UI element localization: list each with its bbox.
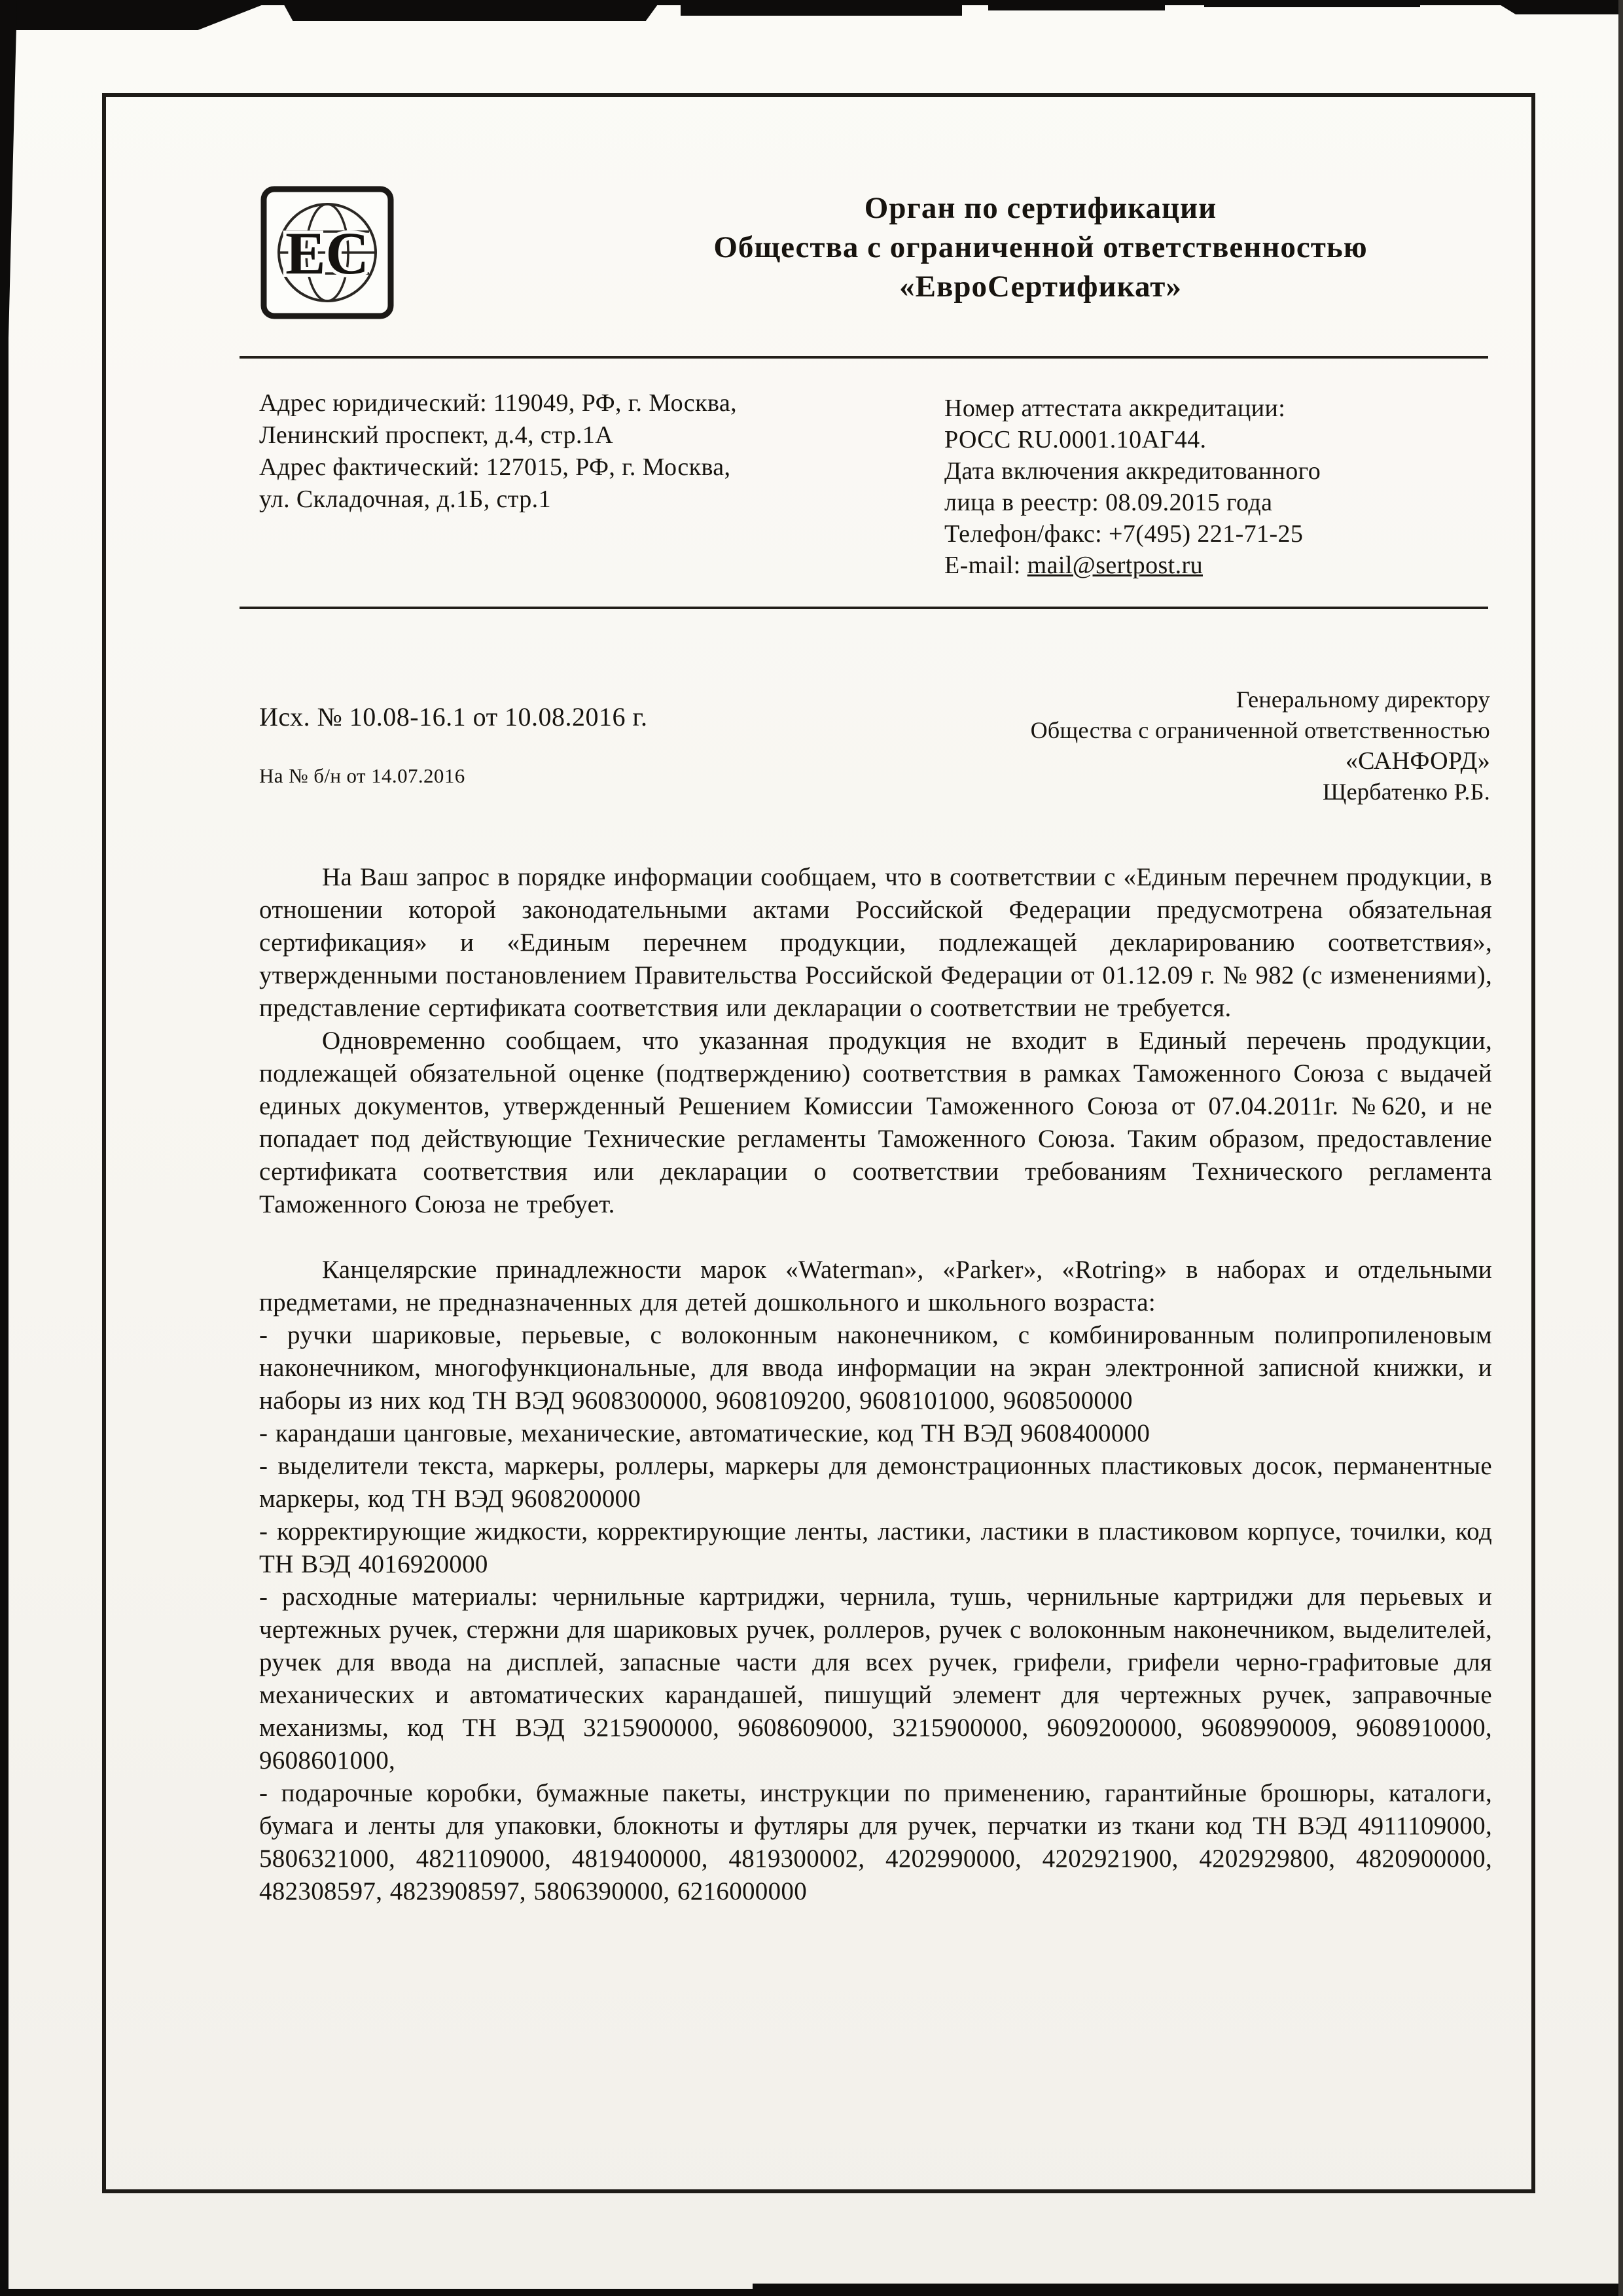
ec-globe-logo-icon — [260, 186, 394, 319]
scan-artifact-right-edge — [1618, 0, 1623, 2296]
scan-artifact — [753, 2284, 1623, 2296]
scan-artifact — [0, 0, 17, 406]
address-line: Адрес юридический: 119049, РФ, г. Москва, — [259, 389, 738, 417]
body-list-item-pens: - ручки шариковые, перьевые, с волоконным наконечником, с комбинированным полипропиленовым наконечником, многофункциональные, для ввода информации на экран электронной записной книжки, и наборы из них код ТН ВЭД 9608300000, 9608109200, 9608101000, 9608500000 — [259, 1321, 1492, 1415]
email-address: mail@sertpost.ru — [1027, 552, 1203, 579]
body-paragraph-products-intro: Канцелярские принадлежности марок «Waterman», «Parker», «Rotring» в наборах и отдельными предметами, не предназначенных для детей дошкольного и школьного возраста: — [259, 1256, 1492, 1316]
reply-to-number: На № б/н от 14.07.2016 — [259, 764, 465, 787]
address-block — [259, 387, 927, 516]
address-line: Адрес фактический: 127015, РФ, г. Москва, — [259, 453, 731, 481]
body-list-item-packaging: - подарочные коробки, бумажные пакеты, инструкции по применению, гарантийные брошюры, каталоги, бумага и ленты для упаковки, блокноты и футляры для ручек, перчатки из ткани код ТН ВЭД 4911109000, 5806321000, 4821109000, 4819400000, 4819300002, 4202990000, 4202921900, 4202929800, 4820900000, 482308597, 4823908597, 5806390000, 6216000000 — [259, 1779, 1492, 1905]
org-title-line1: Орган по сертификации — [864, 191, 1217, 225]
addressee-company-form: Общества с ограниченной ответственностью — [1030, 717, 1490, 743]
certification-body-logo — [260, 186, 394, 319]
email-label: E-mail: — [944, 552, 1027, 579]
org-title-line2: Общества с ограниченной ответственностью — [713, 230, 1368, 264]
scan-artifact — [681, 0, 962, 16]
body-paragraph: На Ваш запрос в порядке информации сообщаем, что в соответствии с «Единым перечнем продукции, в отношении которой законодательными актами Российской Федерации предусмотрена обязательная сертификация» и «Единым перечнем продукции, подлежащей декларированию соответствия», утвержденными постановлением Правительства Российской Федерации от 01.12.09 г. № 982 (с изменениями), представление сертификата соответствия или декларации о соответствии не требуется. — [259, 863, 1492, 1022]
addressee-company-name: «САНФОРД» — [1345, 747, 1490, 775]
body-list-item-consumables: - расходные материалы: чернильные картриджи, чернила, тушь, чернильные картриджи для перьевых и чертежных ручек, стержни для шариковых ручек, роллеров, ручек с волоконным наконечником, выделителей, ручек для ввода на дисплей, запасные части для всех ручек, грифели, грифели черно-графитовые для механических и автоматических карандашей, пишущий элемент для чертежных ручек, заправочные механизмы, код ТН ВЭД 3215900000, 9608609000, 3215900000, 9609200000, 9608990009, 9608910000, 9608601000, — [259, 1583, 1492, 1775]
org-title-block — [458, 188, 1623, 306]
addressee-position: Генеральному директору — [1236, 686, 1490, 713]
accreditation-line: лица в реестр: 08.09.2015 года — [944, 489, 1273, 516]
scan-artifact — [0, 0, 275, 30]
scan-artifact — [1492, 0, 1623, 14]
phone-fax-line: Телефон/факс: +7(495) 221-71-25 — [944, 520, 1304, 548]
letter-body — [259, 861, 1492, 1908]
body-list-item-correction: - корректирующие жидкости, корректирующие ленты, ластики, ластики в пластиковом корпусе, точилки, код ТН ВЭД 4016920000 — [259, 1517, 1492, 1578]
outgoing-number: Исх. № 10.08-16.1 от 10.08.2016 г. — [259, 702, 648, 732]
svg-text:ЕС: ЕС — [285, 220, 369, 287]
address-line: ул. Складочная, д.1Б, стр.1 — [259, 486, 551, 513]
addressee-person: Щербатенко Р.Б. — [1323, 779, 1490, 805]
scan-artifact — [1204, 0, 1420, 7]
scan-artifact — [281, 0, 661, 21]
divider-under-header — [240, 356, 1488, 359]
email-line — [944, 550, 1494, 581]
accreditation-line: Дата включения аккредитованного — [944, 457, 1321, 485]
divider-under-contacts — [240, 607, 1488, 609]
body-list-item-markers: - выделители текста, маркеры, роллеры, маркеры для демонстрационных пластиковых досок, перманентные маркеры, код ТН ВЭД 9608200000 — [259, 1452, 1492, 1513]
body-list-item-pencils: - карандаши цанговые, механические, автоматические, код ТН ВЭД 9608400000 — [259, 1419, 1150, 1447]
scan-artifact — [988, 0, 1165, 10]
accreditation-line: РОСС RU.0001.10АГ44. — [944, 426, 1207, 453]
addressee-block — [770, 684, 1490, 807]
org-title-line3: «ЕвроСертификат» — [899, 270, 1182, 304]
accreditation-block — [944, 393, 1494, 581]
accreditation-line: Номер аттестата аккредитации: — [944, 395, 1286, 422]
address-line: Ленинский проспект, д.4, стр.1А — [259, 421, 614, 449]
body-paragraph: Одновременно сообщаем, что указанная продукция не входит в Единый перечень продукции, подлежащей обязательной оценке (подтверждению) соответствия в рамках Таможенного Союза с выдачей единых документов, утвержденный Решением Комиссии Таможенного Союза от 07.04.2011г. №620, и не попадает под действующие Технические регламенты Таможенного Союза. Таким образом, предоставление сертификата соответствия или декларации о соответствии требованиям Технического регламента Таможенного Союза не требует. — [259, 1027, 1492, 1218]
